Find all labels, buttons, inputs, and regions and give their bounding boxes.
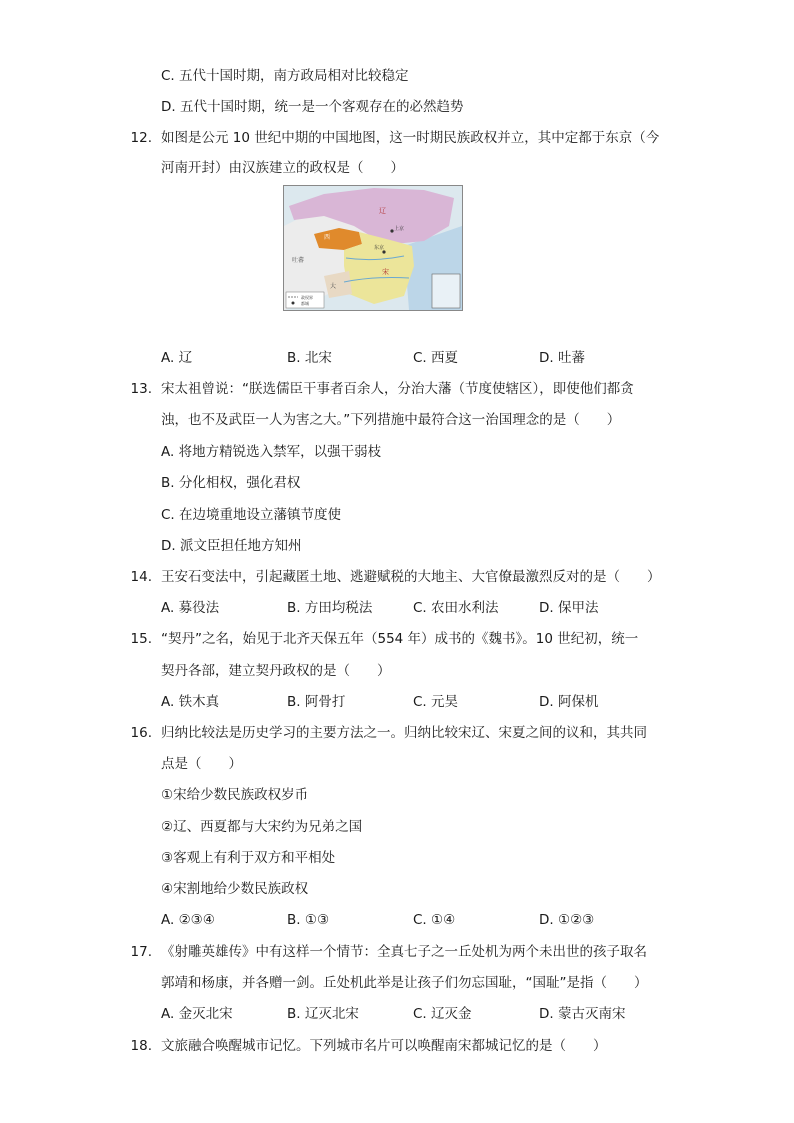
question-stem-line: “契丹”之名，始见于北齐天保五年（554 年）成书的《魏书》。10 世纪初，统一 (161, 631, 639, 647)
question-number: 13. (130, 381, 152, 397)
q15-option-b: B. 阿骨打 (287, 694, 346, 710)
question-stem-line: 河南开封）由汉族建立的政权是（ ） (161, 160, 404, 176)
question-number: 18. (130, 1038, 152, 1054)
q13-option-b: B. 分化相权，强化君权 (161, 475, 301, 491)
q12-option-b: B. 北宋 (287, 350, 332, 366)
q16-statement: ③客观上有利于双方和平相处 (161, 850, 336, 866)
q16-option-a: A. ②③④ (161, 912, 215, 928)
question-number: 14. (130, 569, 152, 585)
map-graphic (284, 186, 462, 310)
question-stem-line: 《射雕英雄传》中有这样一个情节：全真七子之一丘处机为两个未出世的孩子取名 (161, 944, 647, 960)
q16-option-d: D. ①②③ (539, 912, 595, 928)
question-stem-line: 点是（ ） (161, 756, 242, 772)
map-label-dali: 大 (330, 283, 337, 290)
question-stem-line: 宋太祖曾说：“朕选儒臣干事者百余人，分治大藩（节度使辖区），即使他们都贪 (161, 381, 634, 397)
q11-option-c: C. 五代十国时期，南方政局相对比较稳定 (161, 68, 409, 84)
q14-option-d: D. 保甲法 (539, 600, 599, 616)
china-10th-century-map (283, 185, 463, 311)
question-stem-line: 文旅融合唤醒城市记忆。下列城市名片可以唤醒南宋都城记忆的是（ ） (161, 1038, 607, 1054)
map-label-dongjing: 东京 (374, 245, 385, 251)
q15-option-c: C. 元昊 (413, 694, 459, 710)
question-stem-line: 王安石变法中，引起藏匿土地、逃避赋税的大地主、大官僚最激烈反对的是（ ） (161, 569, 661, 585)
q16-option-c: C. ①④ (413, 912, 456, 928)
map-label-shangjing: 上京 (394, 226, 405, 232)
q13-option-c: C. 在边境重地设立藩镇节度使 (161, 507, 342, 523)
q14-option-c: C. 农田水利法 (413, 600, 499, 616)
q17-option-a: A. 金灭北宋 (161, 1006, 233, 1022)
q13-option-d: D. 派文臣担任地方知州 (161, 538, 302, 554)
q14-option-a: A. 募役法 (161, 600, 220, 616)
question-stem-line: 契丹各部，建立契丹政权的是（ ） (161, 663, 391, 679)
map-label-song: 宋 (382, 268, 389, 276)
map-label-tubo: 吐蕃 (292, 257, 305, 264)
q14-option-b: B. 方田均税法 (287, 600, 373, 616)
map-label-xixia: 西 (324, 234, 331, 241)
question-number: 12. (130, 130, 152, 146)
q12-option-a: A. 辽 (161, 350, 193, 366)
q16-statement: ④宋割地给少数民族政权 (161, 881, 309, 897)
q15-option-a: A. 铁木真 (161, 694, 220, 710)
question-number: 16. (130, 725, 152, 741)
question-stem-line: 郭靖和杨康，并各赠一剑。丘处机此举是让孩子们勿忘国耻，“国耻”是指（ ） (161, 975, 648, 991)
q17-option-b: B. 辽灭北宋 (287, 1006, 359, 1022)
q17-option-c: C. 辽灭金 (413, 1006, 472, 1022)
question-number: 17. (130, 944, 152, 960)
q16-statement: ①宋给少数民族政权岁币 (161, 787, 309, 803)
q16-option-b: B. ①③ (287, 912, 330, 928)
map-label-liao: 辽 (379, 207, 386, 215)
q16-statement: ②辽、西夏都与大宋约为兄弟之国 (161, 819, 363, 835)
q12-option-c: C. 西夏 (413, 350, 459, 366)
q17-option-d: D. 蒙古灭南宋 (539, 1006, 626, 1022)
inset-map (432, 274, 460, 308)
legend-label: 政权界 (301, 295, 313, 300)
legend-label: 都城 (301, 301, 309, 306)
question-stem-line: 归纳比较法是历史学习的主要方法之一。归纳比较宋辽、宋夏之间的议和，其共同 (161, 725, 647, 741)
q15-option-d: D. 阿保机 (539, 694, 599, 710)
q13-option-a: A. 将地方精锐选入禁军，以强干弱枝 (161, 444, 382, 460)
q11-option-d: D. 五代十国时期，统一是一个客观存在的必然趋势 (161, 99, 464, 115)
q12-option-d: D. 吐蕃 (539, 350, 585, 366)
question-stem-line: 浊，也不及武臣一人为害之大。”下列措施中最符合这一治国理念的是（ ） (161, 412, 621, 428)
question-stem-line: 如图是公元 10 世纪中期的中国地图，这一时期民族政权并立，其中定都于东京（今 (161, 130, 660, 146)
question-number: 15. (130, 631, 152, 647)
